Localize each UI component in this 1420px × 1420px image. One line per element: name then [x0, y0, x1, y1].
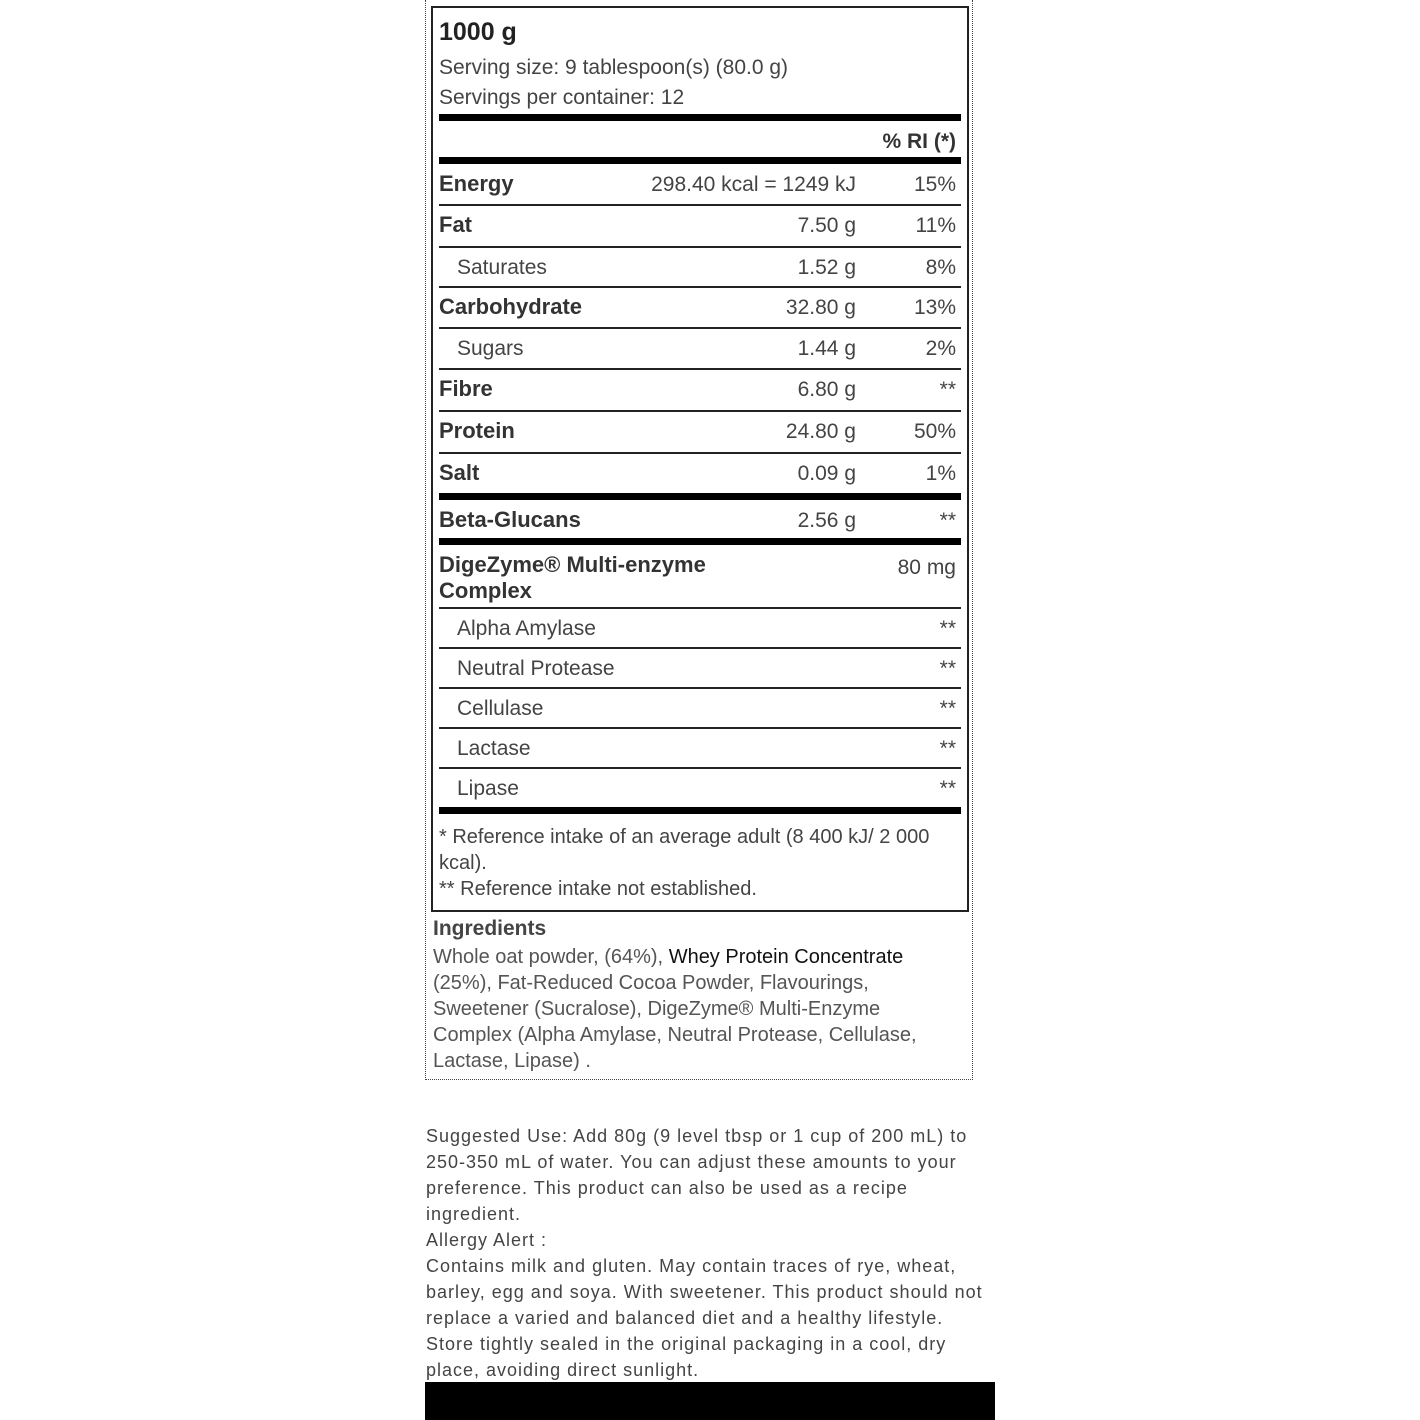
nutrient-ri: 2%: [925, 337, 956, 360]
enzyme-ri: **: [939, 737, 956, 760]
ingredients-part: (25%), Fat-Reduced Cocoa Powder, Flavourings, Sweetener (Sucralose), DigeZyme® Multi-Enzyme Complex (Alpha Amylase, Neutral Protease, Cellulase, Lactase, Lipase) .: [433, 972, 917, 1072]
nutrient-ri: 8%: [925, 256, 956, 279]
nutrient-name: Salt: [439, 460, 480, 485]
nutrient-name: Protein: [439, 418, 515, 443]
nutrient-amount: 0.09 g: [797, 462, 856, 485]
servings-per-container: Servings per container: 12: [439, 86, 685, 109]
divider-thick: [439, 807, 961, 814]
allergy-alert-text: Contains milk and gluten. May contain traces of rye, wheat, barley, egg and soya. With sweetener. This product should not replace a varied and balanced diet and a healthy lifestyle. Store tightly sealed in the original packaging in a cool, dry place, avoiding direct sunlight.: [426, 1256, 983, 1380]
nutrient-row-saturates: [439, 246, 961, 286]
digezyme-name: DigeZyme® Multi-enzyme Complex: [439, 552, 706, 603]
nutrient-ri: 50%: [913, 420, 956, 443]
nutrient-amount: 6.80 g: [797, 378, 856, 401]
nutrient-ri: 15%: [913, 173, 956, 196]
allergy-alert-heading: Allergy Alert :: [426, 1230, 548, 1250]
enzyme-name: Neutral Protease: [457, 657, 615, 680]
nutrient-row-carbohydrate: [439, 286, 961, 326]
enzyme-row-lactase: [439, 727, 961, 767]
nutrient-ri: 1%: [925, 462, 956, 485]
nutrient-amount: 1.52 g: [797, 256, 856, 279]
enzyme-ri: **: [939, 777, 956, 800]
nutrient-row-beta-glucans: [439, 499, 961, 539]
ri-column-header: % RI (*): [882, 130, 956, 153]
enzyme-name: Alpha Amylase: [457, 617, 596, 640]
nutrient-name: Carbohydrate: [439, 294, 583, 319]
ingredients-heading: Ingredients: [433, 917, 547, 940]
enzyme-row-alpha-amylase: [439, 607, 961, 647]
nutrient-ri: **: [939, 509, 956, 532]
digezyme-amount: 80 mg: [897, 556, 956, 579]
usage-section: [426, 1123, 986, 1383]
nutrient-name: Beta-Glucans: [439, 507, 581, 532]
ingredients-part: Whole oat powder, (64%),: [433, 946, 669, 968]
footnote-reference-intake: * Reference intake of an average adult (8 400 kJ/ 2 000 kcal).: [439, 826, 930, 874]
nutrient-name: Saturates: [457, 256, 547, 279]
nutrient-row-protein: [439, 410, 961, 450]
enzyme-ri: **: [939, 697, 956, 720]
nutrient-name: Sugars: [457, 337, 524, 360]
suggested-use-text: Suggested Use: Add 80g (9 level tbsp or 1 cup of 200 mL) to 250-350 mL of water. You can adjust these amounts to your preference. This product can also be used as a recipe ingredient.: [426, 1126, 968, 1224]
footnotes: [439, 824, 954, 902]
ingredients-highlight: Whey Protein Concentrate: [668, 946, 904, 968]
divider-thick: [439, 538, 961, 545]
footnote-not-established: ** Reference intake not established.: [439, 878, 757, 900]
nutrient-amount: 24.80 g: [785, 420, 856, 443]
enzyme-name: Lipase: [457, 777, 519, 800]
ingredients-text: [433, 944, 963, 1074]
nutrient-ri: 11%: [915, 214, 956, 237]
nutrient-row-sugars: [439, 327, 961, 367]
serving-size: Serving size: 9 tablespoon(s) (80.0 g): [439, 56, 789, 79]
enzyme-row-neutral-protease: [439, 647, 961, 687]
enzyme-ri: **: [939, 657, 956, 680]
nutrient-amount: 32.80 g: [785, 296, 856, 319]
enzyme-row-cellulase: [439, 687, 961, 727]
enzyme-name: Cellulase: [457, 697, 544, 720]
enzyme-ri: **: [939, 617, 956, 640]
divider-thick: [439, 114, 961, 121]
nutrient-amount: 298.40 kcal = 1249 kJ: [651, 173, 856, 196]
nutrient-row-fat: [439, 204, 961, 244]
enzyme-row-lipase: [439, 767, 961, 807]
nutrient-name: Fibre: [439, 376, 493, 401]
nutrient-ri: 13%: [913, 296, 956, 319]
net-weight: 1000 g: [439, 18, 517, 46]
bottom-black-bar: [425, 1382, 995, 1420]
enzyme-name: Lactase: [457, 737, 531, 760]
nutrient-amount: 1.44 g: [797, 337, 856, 360]
nutrient-name: Energy: [439, 171, 514, 196]
nutrient-name: Fat: [439, 212, 472, 237]
nutrient-row-energy: [439, 163, 961, 203]
nutrient-row-salt: [439, 452, 961, 492]
nutrient-amount: 2.56 g: [797, 509, 856, 532]
nutrient-amount: 7.50 g: [797, 214, 856, 237]
nutrient-row-fibre: [439, 368, 961, 408]
nutrient-ri: **: [939, 378, 956, 401]
